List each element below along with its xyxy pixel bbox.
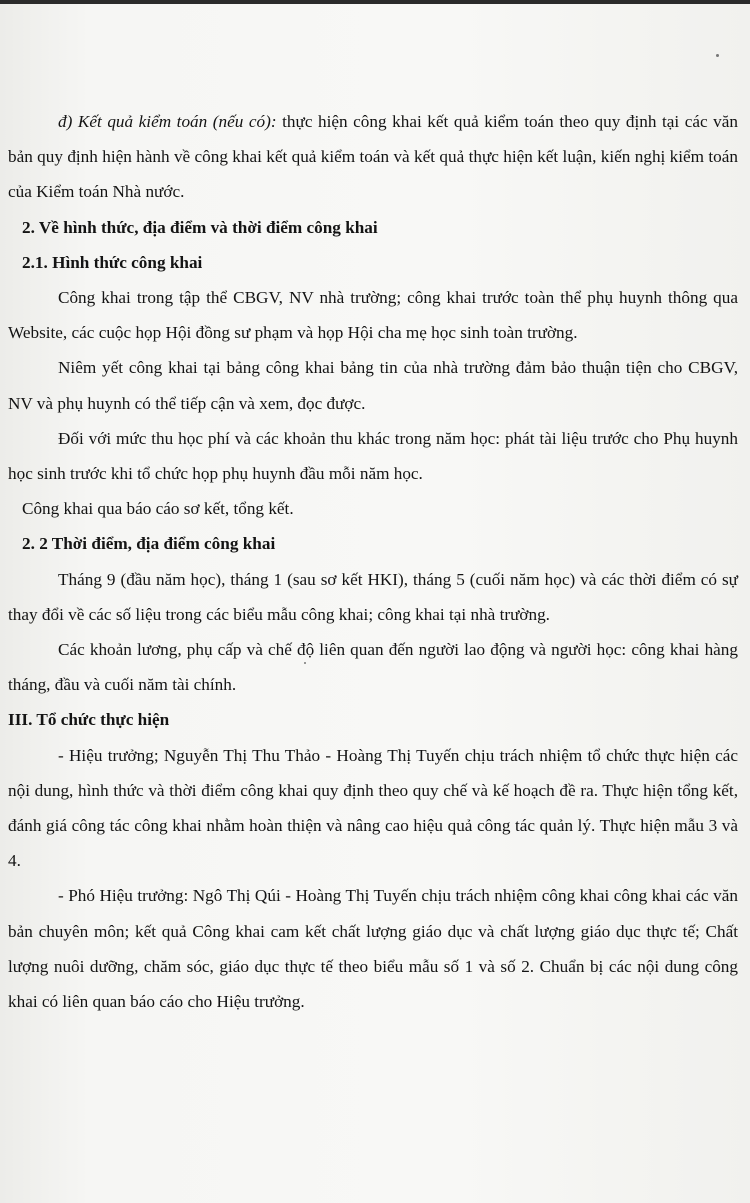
section-III-paragraph: - Hiệu trưởng; Nguyễn Thị Thu Thảo - Hoàng Thị Tuyến chịu trách nhiệm tổ chức thực hiện các nội dung, hình thức và thời điểm công khai quy định theo quy chế và kế hoạch đề ra. Thực hiện tổng kết, đánh giá công tác công khai nhằm hoàn thiện và nâng cao hiệu quả công tác quản lý. Thực hiện mẫu 3 và 4. [8, 745, 738, 871]
section-2-2-paragraph: Các khoản lương, phụ cấp và chế độ liên quan đến người lao động và người học: công khai hàng tháng, đầu và cuối năm tài chính. [8, 640, 738, 695]
item-d-text: thực hiện công khai kết quả kiểm toán theo quy định tại các văn bản quy định hiện hành về công khai kết quả kiểm toán và kết quả thực hiện kết luận, kiến nghị kiểm toán của Kiểm toán Nhà nước. [8, 112, 738, 202]
section-2-1-paragraph: Công khai trong tập thể CBGV, NV nhà trường; công khai trước toàn thể phụ huynh thông qua Website, các cuộc họp Hội đồng sư phạm và họp Hội cha mẹ học sinh toàn trường. [8, 288, 738, 343]
section-2-1-heading: 2.1. Hình thức công khai [22, 252, 203, 272]
speck [716, 54, 719, 57]
section-2-1-paragraph: Đối với mức thu học phí và các khoản thu khác trong năm học: phát tài liệu trước cho Phụ huynh học sinh trước khi tổ chức họp phụ huynh đầu mỗi năm học. [8, 428, 738, 484]
section-III-heading: III. Tổ chức thực hiện [8, 710, 170, 730]
section-2-2-heading: 2. 2 Thời điểm, địa điểm công khai [22, 534, 276, 554]
page-top-edge [0, 0, 750, 4]
document-body [8, 104, 738, 1019]
section-III-paragraph: - Phó Hiệu trưởng: Ngô Thị Qúi - Hoàng Thị Tuyến chịu trách nhiệm công khai công khai các văn bản chuyên môn; kết quả Công khai cam kết chất lượng giáo dục và chất lượng giáo dục thực tế; Chất lượng nuôi dưỡng, chăm sóc, giáo dục thực tế theo biểu mẫu số 1 và số 2. Chuẩn bị các nội dung công khai có liên quan báo cáo cho Hiệu trưởng. [8, 886, 738, 1012]
item-d-paragraph [8, 104, 738, 210]
section-2-2-paragraph: Tháng 9 (đầu năm học), tháng 1 (sau sơ kết HKI), tháng 5 (cuối năm học) và các thời điểm có sự thay đổi về các số liệu trong các biểu mẫu công khai; công khai tại nhà trường. [8, 569, 738, 624]
item-d-lead: đ) Kết quả kiểm toán (nếu có): [58, 112, 277, 131]
section-2-heading: 2. Về hình thức, địa điểm và thời điểm công khai [22, 217, 378, 237]
section-2-1-paragraph: Niêm yết công khai tại bảng công khai bảng tin của nhà trường đảm bảo thuận tiện cho CBGV, NV và phụ huynh có thể tiếp cận và xem, đọc được. [8, 358, 738, 413]
section-2-1-last: Công khai qua báo cáo sơ kết, tổng kết. [22, 499, 294, 519]
